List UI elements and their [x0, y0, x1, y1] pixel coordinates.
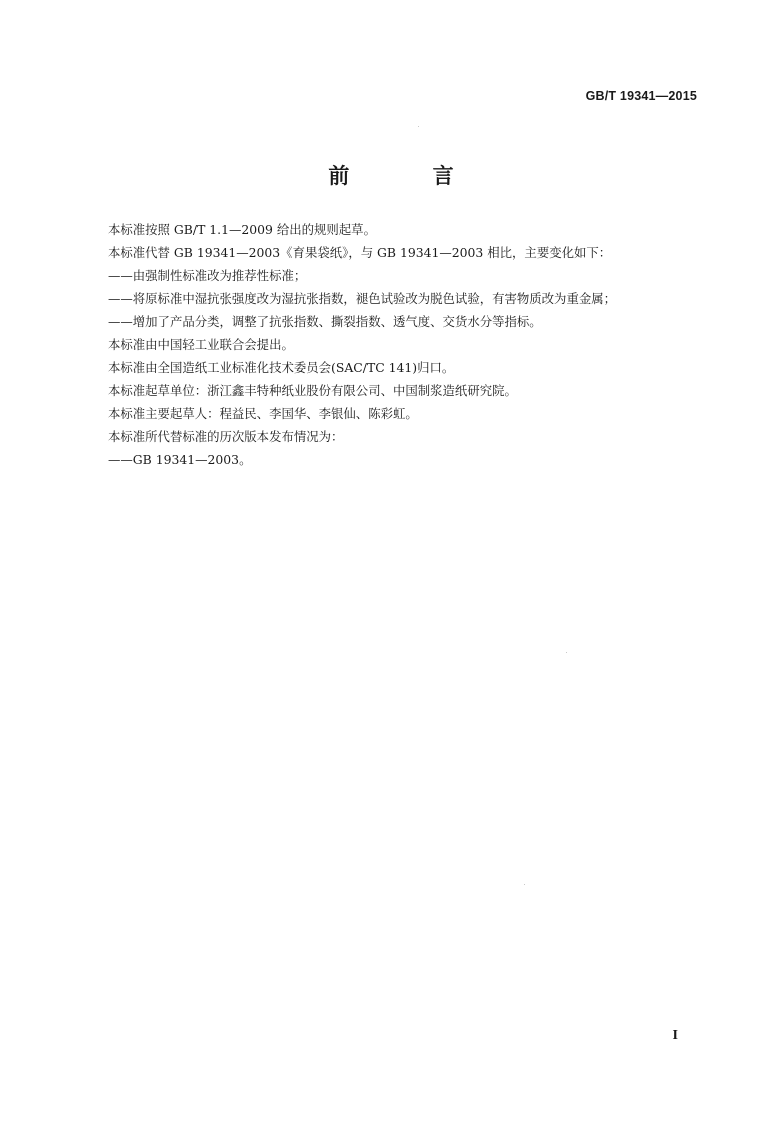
paragraph-drafters: 本标准主要起草人：程益民、李国华、李银仙、陈彩虹。	[108, 406, 418, 421]
paragraph-replacement: 本标准代替 GB 19341—2003《育果袋纸》，与 GB 19341—2003 相比，主要变化如下：	[108, 245, 612, 260]
standard-code-header: GB/T 19341—2015	[585, 89, 697, 103]
scan-speck	[524, 884, 525, 885]
page-title: 前 言	[328, 164, 492, 188]
change-item: ——将原标准中湿抗张强度改为湿抗张指数，褪色试验改为脱色试验，有害物质改为重金属；	[108, 291, 617, 306]
history-item: ——GB 19341—2003。	[108, 452, 252, 467]
change-item: ——由强制性标准改为推荐性标准；	[108, 268, 307, 283]
foreword-body	[108, 218, 708, 471]
page-number: I	[672, 1028, 678, 1043]
paragraph-history-intro: 本标准所代替标准的历次版本发布情况为：	[108, 429, 344, 444]
paragraph-proposer: 本标准由中国轻工业联合会提出。	[108, 337, 294, 352]
scan-speck	[418, 126, 419, 127]
scan-speck	[566, 652, 567, 653]
paragraph-drafting-units: 本标准起草单位：浙江鑫丰特种纸业股份有限公司、中国制浆造纸研究院。	[108, 383, 517, 398]
paragraph-drafting-rules: 本标准按照 GB/T 1.1—2009 给出的规则起草。	[108, 222, 376, 237]
change-item: ——增加了产品分类，调整了抗张指数、撕裂指数、透气度、交货水分等指标。	[108, 314, 542, 329]
paragraph-committee: 本标准由全国造纸工业标准化技术委员会(SAC/TC 141)归口。	[108, 360, 455, 375]
